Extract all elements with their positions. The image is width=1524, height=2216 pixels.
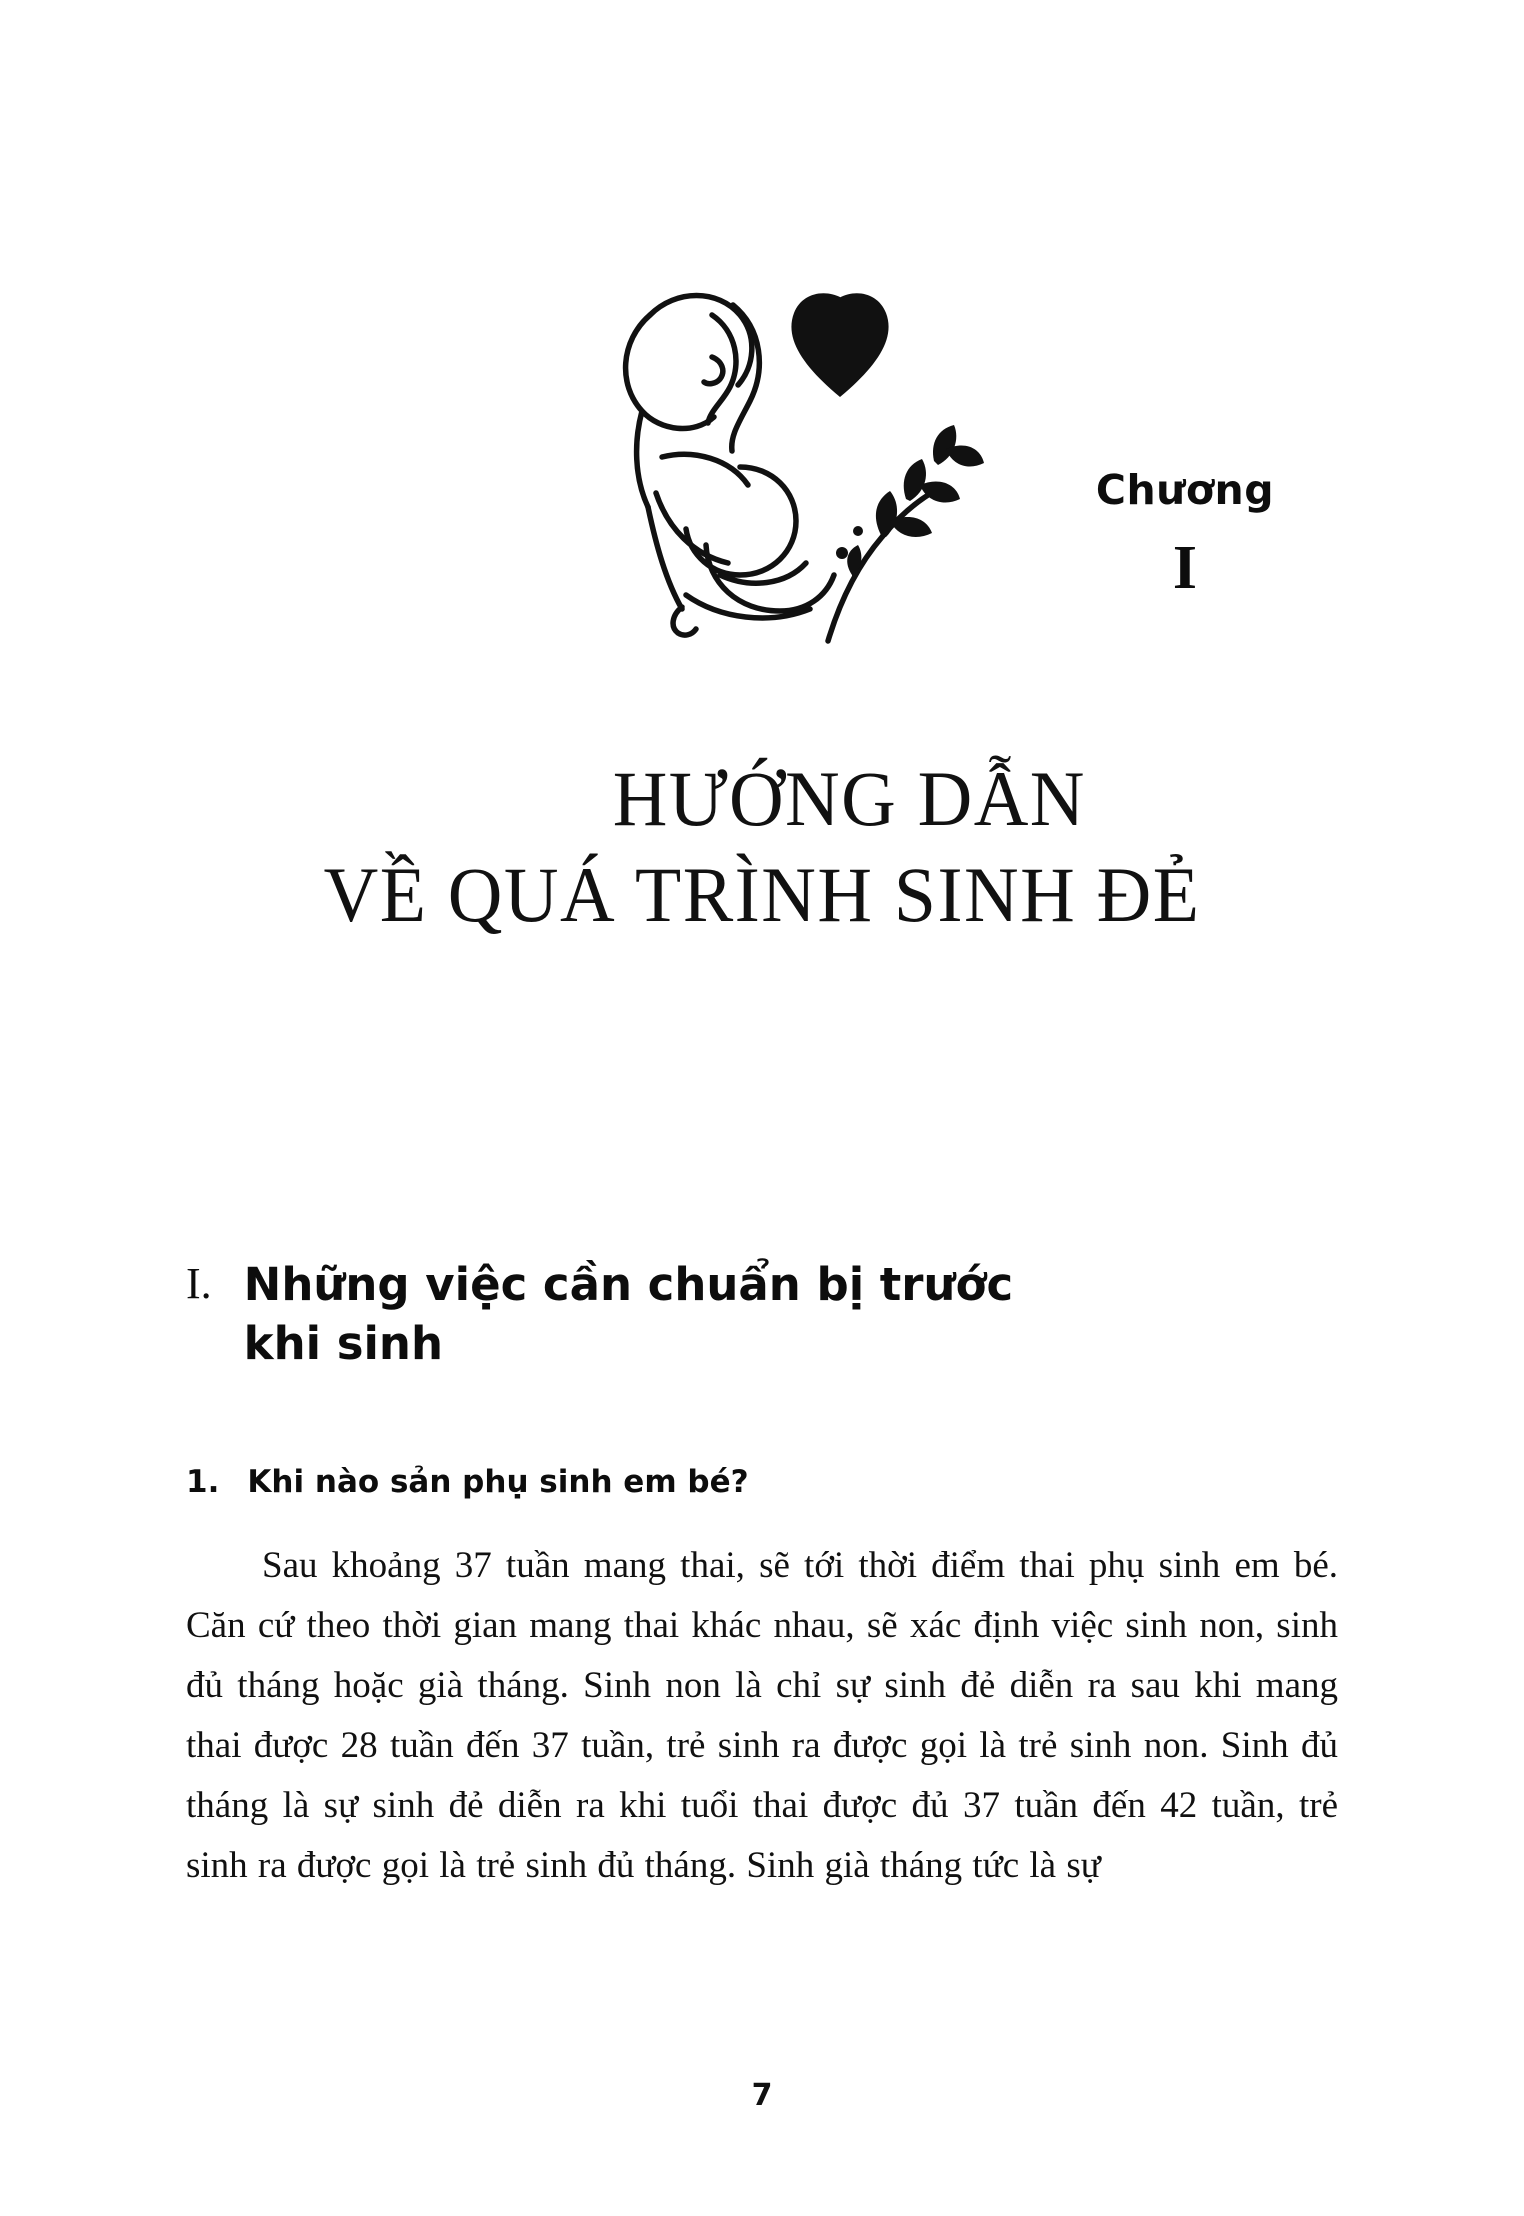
chapter-label-block (1020, 466, 1350, 602)
section-heading (186, 1255, 1338, 1374)
subsection-heading-text: Khi nào sản phụ sinh em bé? (247, 1463, 749, 1500)
page-title-line-1: HƯỚNG DẪN (612, 755, 1086, 843)
page-number: 7 (751, 2078, 773, 2113)
body-content (186, 1255, 1338, 1896)
page-title (0, 751, 1524, 941)
chapter-word: Chương (1095, 466, 1275, 514)
body-paragraph: Sau khoảng 37 tuần mang thai, sẽ tới thời điểm thai phụ sinh em bé. Căn cứ theo thời gian mang thai khác nhau, sẽ xác định việc sinh non, sinh đủ tháng hoặc già tháng. Sinh non là chỉ sự sinh đẻ diễn ra sau khi mang thai được 28 tuần đến 37 tuần, trẻ sinh ra được gọi là trẻ sinh non. Sinh đủ tháng là sự sinh đẻ diễn ra khi tuổi thai được đủ 37 tuần đến 42 tuần, trẻ sinh ra được gọi là trẻ sinh đủ tháng. Sinh già tháng tức là sự (186, 1545, 1338, 1886)
section-heading-text (244, 1255, 1338, 1374)
chapter-number: I (1172, 534, 1198, 602)
subsection-number: 1. (186, 1463, 220, 1500)
section-heading-line-1: Những việc cần chuẩn bị trước (243, 1258, 1014, 1311)
section-number: I. (186, 1259, 212, 1308)
section-heading-line-2: khi sinh (243, 1317, 443, 1371)
chapter-header (0, 150, 1524, 670)
subsection-heading (186, 1462, 1338, 1502)
mother-and-baby-illustration (590, 245, 1010, 645)
page-title-line-2: VỀ QUÁ TRÌNH SINH ĐẺ (323, 850, 1201, 938)
